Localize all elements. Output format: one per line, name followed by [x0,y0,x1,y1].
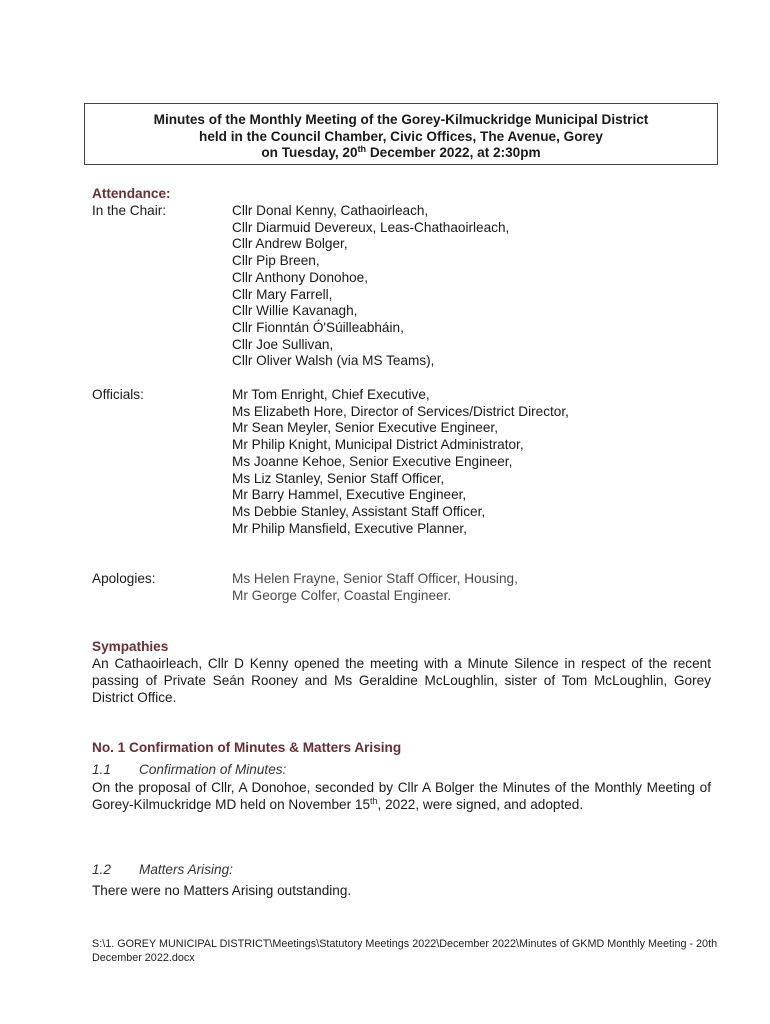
member-item: Cllr Joe Sullivan, [232,336,334,352]
official-item: Mr Philip Mansfield, Executive Planner, [232,520,467,536]
official-item: Ms Liz Stanley, Senior Staff Officer, [232,470,445,486]
official-item: Mr Philip Knight, Municipal District Administrator, [232,437,524,453]
sympathies-text: An Cathaoirleach, Cllr D Kenny opened the meeting with a Minute Silence in respect of the recent passing of Private Seán Rooney and Ms Geraldine McLoughlin, sister of Tom McLoughlin, Gorey District Office. [92,656,711,705]
official-item: Ms Elizabeth Hore, Director of Services/District Director, [232,403,569,419]
confirmation-text [92,779,711,813]
member-item: Cllr Andrew Bolger, [232,236,348,252]
title-line-3 [85,145,717,162]
official-item: Mr Barry Hammel, Executive Engineer, [232,487,467,503]
member-item: Cllr Pip Breen, [232,253,320,269]
attendance-heading: Attendance: [92,186,171,201]
title-box [84,103,718,165]
member-item: Cllr Oliver Walsh (via MS Teams), [232,353,435,369]
sympathies-heading: Sympathies [92,639,169,654]
confirmation-text-pre: On the proposal of Cllr, A Donohoe, seconded by Cllr A Bolger the Minutes of the Monthly Meeting of Gorey-Kilmuckridge MD held on November 15 [92,780,711,812]
member-item: Cllr Donal Kenny, Cathaoirleach, [232,203,429,218]
subsection-1-2 [92,862,233,877]
apologies-list [232,571,518,604]
matters-arising-text: There were no Matters Arising outstanding. [92,883,352,898]
members-list [232,203,509,370]
official-item: Ms Joanne Kehoe, Senior Executive Engineer, [232,453,513,469]
apology-item: Ms Helen Frayne, Senior Staff Officer, Housing, [232,571,518,586]
subsection-1-1 [92,762,286,777]
confirmation-text-sup: th [370,796,378,806]
member-item: Cllr Mary Farrell, [232,286,333,302]
chair-label: In the Chair: [92,203,167,218]
member-item: Cllr Anthony Donohoe, [232,269,369,285]
title-date-sup: th [357,144,367,154]
title-date-post: December 2022, at 2:30pm [366,145,541,160]
subsection-number: 1.2 [92,862,111,877]
apology-item: Mr George Colfer, Coastal Engineer. [232,587,452,603]
member-item: Cllr Willie Kavanagh, [232,303,358,319]
subsection-title: Confirmation of Minutes: [139,762,287,777]
title-line-2: held in the Council Chamber, Civic Offices, The Avenue, Gorey [199,128,603,144]
apologies-label: Apologies: [92,571,156,586]
title-line-1: Minutes of the Monthly Meeting of the Gorey-Kilmuckridge Municipal District [153,112,649,127]
item1-heading: No. 1 Confirmation of Minutes & Matters Arising [92,740,402,755]
title-date-pre: on Tuesday, 20 [261,145,358,160]
officials-list [232,387,569,537]
subsection-number: 1.1 [92,762,111,777]
footer-file-path: S:\1. GOREY MUNICIPAL DISTRICT\Meetings\Statutory Meetings 2022\December 2022\Minutes of GKMD Monthly Meeting - 20th December 2022.docx [92,938,718,964]
member-item: Cllr Diarmuid Devereux, Leas-Chathaoirleach, [232,219,510,235]
member-item: Cllr Fionntán Ó'Súilleabháin, [232,319,404,335]
official-item: Mr Tom Enright, Chief Executive, [232,387,430,402]
official-item: Ms Debbie Stanley, Assistant Staff Officer, [232,503,486,519]
subsection-title: Matters Arising: [139,862,233,877]
official-item: Mr Sean Meyler, Senior Executive Engineer, [232,420,498,436]
officials-label: Officials: [92,387,144,402]
confirmation-text-post: , 2022, were signed, and adopted. [377,797,584,812]
